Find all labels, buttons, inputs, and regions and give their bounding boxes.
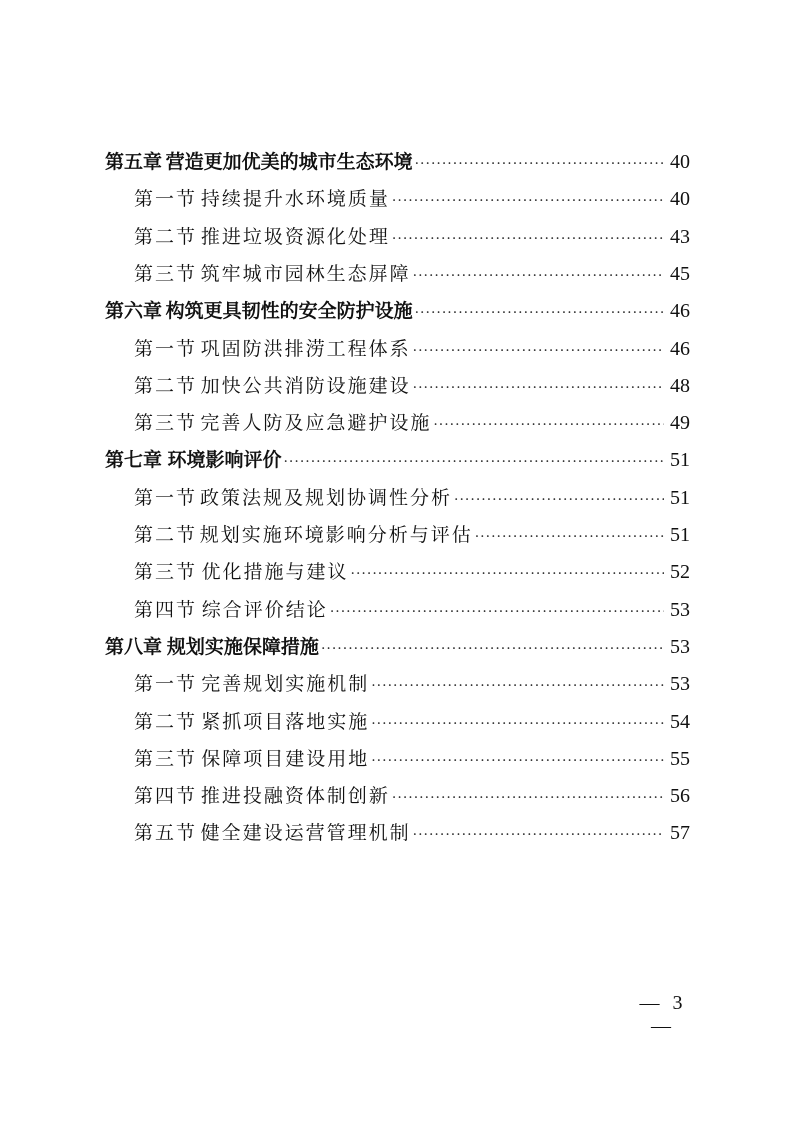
toc-page-number: 46 <box>670 337 690 360</box>
toc-row-14 <box>105 629 690 666</box>
toc-page-number: 40 <box>670 151 690 173</box>
toc-number: 第五章 <box>105 151 163 173</box>
toc-page-number: 55 <box>670 747 690 770</box>
toc-row-11 <box>134 517 690 554</box>
dot-leader <box>454 482 664 519</box>
dot-leader <box>371 668 664 705</box>
toc-row-13 <box>134 592 690 629</box>
toc-title: 健全建设运营管理机制 <box>200 822 411 845</box>
dot-leader <box>392 221 664 258</box>
toc-row-18 <box>134 778 690 815</box>
dot-leader <box>371 706 664 743</box>
dot-leader <box>413 258 664 295</box>
toc-row-1 <box>105 144 690 181</box>
page-number-footer: — 3 — <box>639 992 687 1037</box>
toc-row-10 <box>134 480 690 517</box>
toc-row-17 <box>134 741 690 778</box>
toc-title: 优化措施与建议 <box>201 561 349 584</box>
dot-leader <box>392 183 664 220</box>
toc-page-number: 54 <box>670 710 690 733</box>
dot-leader <box>392 780 664 817</box>
toc-title: 推进投融资体制创新 <box>200 785 390 808</box>
toc-title: 筑牢城市园林生态屏障 <box>200 262 411 285</box>
toc-page-number: 46 <box>670 300 690 323</box>
toc-number: 第二节 <box>134 524 198 546</box>
dot-leader <box>321 631 664 668</box>
toc-number: 第一节 <box>134 486 198 509</box>
toc-number: 第四节 <box>134 598 198 621</box>
dot-leader <box>283 444 664 481</box>
toc-title: 规划实施环境影响分析与评估 <box>199 524 473 546</box>
toc-row-9 <box>105 442 690 479</box>
toc-page-number: 40 <box>670 188 690 211</box>
toc-page-number: 43 <box>670 225 690 248</box>
dot-leader <box>415 295 664 332</box>
dot-leader <box>371 743 664 780</box>
toc-page-number: 52 <box>670 561 690 584</box>
toc-number: 第三节 <box>134 561 198 584</box>
toc-title: 巩固防洪排涝工程体系 <box>200 337 411 360</box>
toc-title: 构筑更具韧性的安全防护设施 <box>165 300 413 323</box>
toc-number: 第三节 <box>134 262 198 285</box>
toc-page-number: 51 <box>670 486 690 509</box>
dot-leader <box>415 146 664 183</box>
toc-page-number: 51 <box>670 449 690 472</box>
toc-page-number: 51 <box>670 524 690 546</box>
toc-row-19 <box>134 815 690 852</box>
toc-row-6 <box>134 331 690 368</box>
toc-number: 第三节 <box>134 747 198 770</box>
dot-leader <box>413 817 664 854</box>
toc-number: 第三节 <box>134 412 198 435</box>
toc-title: 紧抓项目落地实施 <box>201 710 370 733</box>
toc-number: 第七章 <box>105 449 163 472</box>
toc-number: 第二节 <box>134 225 198 248</box>
toc-row-5 <box>105 293 690 330</box>
dot-leader <box>330 594 664 631</box>
toc-title: 综合评价结论 <box>201 598 328 621</box>
toc-title: 保障项目建设用地 <box>201 747 370 770</box>
toc-title: 环境影响评价 <box>167 449 282 472</box>
toc-page-number: 45 <box>670 262 690 285</box>
toc-row-15 <box>134 666 690 703</box>
toc-number: 第二节 <box>134 374 198 397</box>
toc-page-number: 49 <box>670 412 690 435</box>
dot-leader <box>475 519 664 556</box>
toc-title: 持续提升水环境质量 <box>200 188 390 211</box>
toc-title: 推进垃圾资源化处理 <box>200 225 390 248</box>
toc-row-12 <box>134 554 690 591</box>
toc-number: 第六章 <box>105 300 163 323</box>
toc-number: 第五节 <box>134 822 198 845</box>
toc-page-number: 53 <box>670 598 690 621</box>
toc-row-2 <box>134 181 690 218</box>
dot-leader <box>351 556 664 593</box>
dot-leader <box>413 370 664 407</box>
toc-page-number: 48 <box>670 374 690 397</box>
toc-number: 第四节 <box>134 785 198 808</box>
toc-row-16 <box>134 704 690 741</box>
toc-row-8 <box>134 405 690 442</box>
toc-number: 第一节 <box>134 188 198 211</box>
toc-number: 第一节 <box>134 673 198 696</box>
toc-title: 规划实施保障措施 <box>166 635 319 658</box>
toc-row-4 <box>134 256 690 293</box>
toc-number: 第一节 <box>134 337 198 360</box>
toc-number: 第八章 <box>105 635 163 658</box>
toc-title: 政策法规及规划协调性分析 <box>200 486 453 509</box>
toc-page-number: 56 <box>670 785 690 808</box>
toc-title: 营造更加优美的城市生态环境 <box>165 151 413 173</box>
toc-title: 完善规划实施机制 <box>201 673 370 696</box>
toc-title: 加快公共消防设施建设 <box>200 374 411 397</box>
toc-title: 完善人防及应急避护设施 <box>200 412 432 435</box>
toc-number: 第二节 <box>134 710 198 733</box>
dot-leader <box>433 407 664 444</box>
toc-page-number: 57 <box>670 822 690 845</box>
toc-row-7 <box>134 368 690 405</box>
toc-row-3 <box>134 219 690 256</box>
toc-page-number: 53 <box>670 673 690 696</box>
dot-leader <box>413 333 664 370</box>
toc-page-number: 53 <box>670 635 690 658</box>
